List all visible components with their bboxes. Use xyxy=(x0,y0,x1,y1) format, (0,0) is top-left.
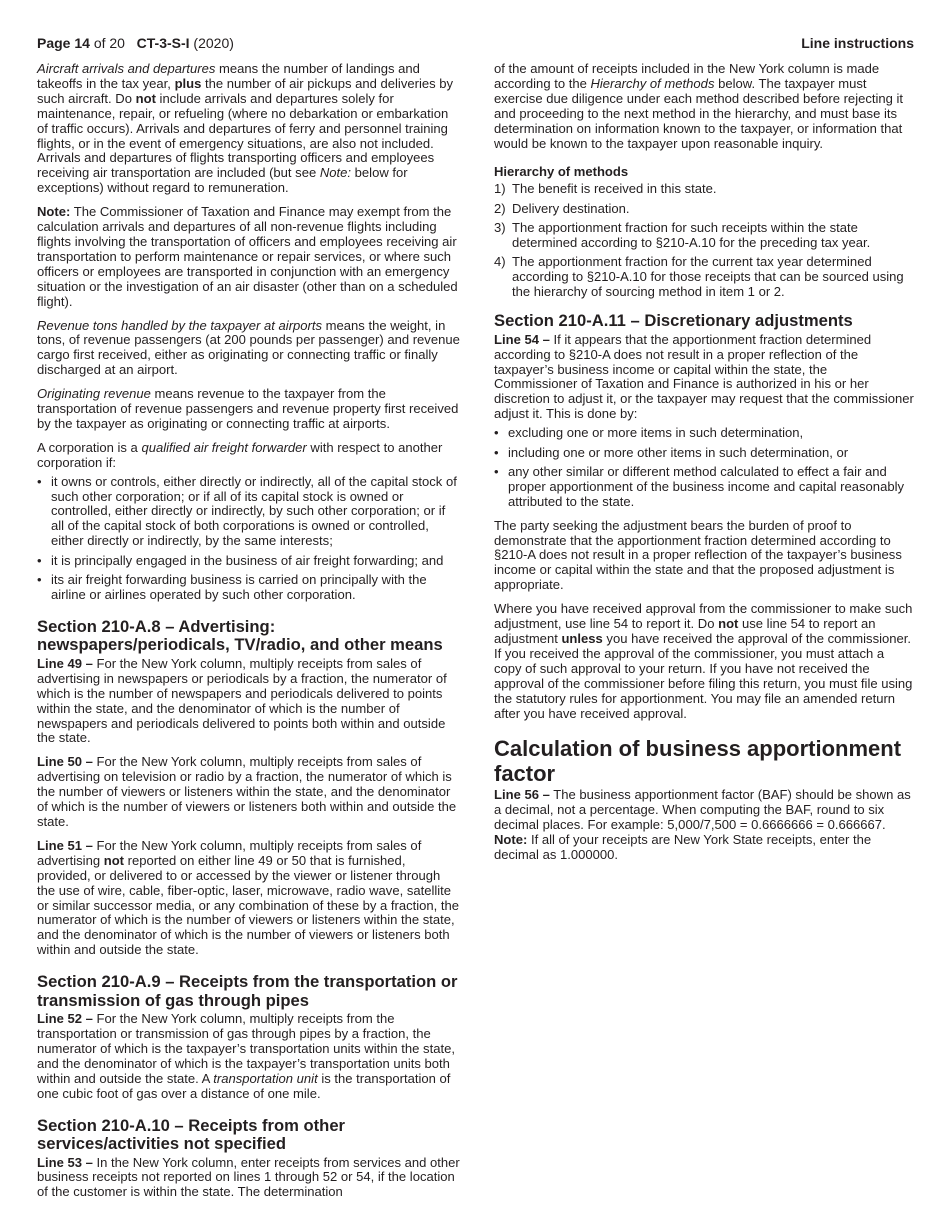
form-code: CT-3-S-I xyxy=(136,35,190,51)
left-column xyxy=(37,62,460,1209)
line-53-paragraph: Line 53 – In the New York column, enter receipts from services and other business receipts not reported on lines 1 through 52 or 54, if the location of the customer is within the state. The determination xyxy=(37,1154,460,1200)
section-210-a9-heading: Section 210-A.9 – Receipts from the transportation or transmission of gas through pipes xyxy=(37,972,458,1010)
line-52-paragraph: Line 52 – For the New York column, multiply receipts from the transportation or transmission of gas through pipes by a fraction, the numerator of which is the taxpayer’s transportation units within the state, and the denominator of which is the taxpayer’s transportation units both within and outside the state. A transportation unit is the transportation of one cubic foot of gas over a distance of one mile. xyxy=(37,1011,455,1101)
page-number xyxy=(37,34,234,52)
section-label: Line instructions xyxy=(801,35,914,51)
list-item: • any other similar or different method calculated to effect a fair and proper apportionment of the business income and capital reasonably attributed to the state. xyxy=(494,465,914,510)
list-item: 1) The benefit is received in this state. xyxy=(494,181,717,197)
list-item: 3) The apportionment fraction for such receipts within the state determined according to §210-A.10 for the preceding tax year. xyxy=(494,220,871,251)
list-item: 2) Delivery destination. xyxy=(494,200,630,216)
note-paragraph: Note: The Commissioner of Taxation and Finance may exempt from the calculation arrivals and departures of all non-revenue flights including flights involving the transportation of officers and employees receiving air transportation to perform maintenance or repair services, or where such officers or employees are transported in conjunction with an emergency situation or the investigation of an air disaster (other than on a scheduled flight). xyxy=(37,204,458,309)
list-item: • including one or more other items in such determination, or xyxy=(494,446,914,461)
line-50-paragraph: Line 50 – For the New York column, multiply receipts from sales of advertising on television or radio by a fraction, the numerator of which is the number of viewers or listeners within the state, and the denominator of which is the number of viewers or listeners both within and outside the state. xyxy=(37,754,457,829)
revenue-tons-paragraph: Revenue tons handled by the taxpayer at airports means the weight, in tons, of revenue passengers (at 200 pounds per passenger) and revenue cargo first received, either as originating or connecting traffic or finally discharged at an airport. xyxy=(37,317,460,378)
right-column xyxy=(494,62,914,863)
line-56-paragraph: Line 56 – The business apportionment factor (BAF) should be shown as a decimal, not a percentage. When computing the BAF, round to six decimal places. For example: 5,000/7,500 = 0.6666666 = 0.666667. Note: If all of your receipts are New York State receipts, enter the decimal as 1.000000. xyxy=(494,787,911,863)
continuation-paragraph: of the amount of receipts included in the New York column is made according to the Hierarchy of methods below. The taxpayer must exercise due diligence under each method described before rejecting it and proceeding to the next method in the hierarchy, and must base its determination on information known to the taxpayer, or information that would be known to the taxpayer upon reasonable inquiry. xyxy=(494,61,904,151)
aircraft-term: Aircraft arrivals and departures xyxy=(37,61,216,76)
approval-paragraph: Where you have received approval from the commissioner to make such adjustment, use line 54 to report it. Do not use line 54 to report an adjustment unless you have received the approval of the commissioner. If you received the approval of the commissioner, you must attach a copy of such approval to your return. If you have not received the approval of the commissioner before filing this return, you must file using the statutory rules for apportionment. You may file an amended return after you have received approval. xyxy=(494,601,913,721)
originating-revenue-paragraph: Originating revenue means revenue to the taxpayer from the transportation of revenue passengers and revenue property first received by the taxpayer as originating or connecting traffic at airports. xyxy=(37,386,459,431)
baf-heading: Calculation of business apportionment factor xyxy=(494,736,902,786)
page-total: of 20 xyxy=(93,35,125,51)
hierarchy-list xyxy=(494,182,914,300)
page-header xyxy=(37,34,914,54)
form-year: (2020) xyxy=(193,35,234,51)
section-210-a10-heading: Section 210-A.10 – Receipts from other services/activities not specified xyxy=(37,1115,346,1154)
section-210-a8-heading: Section 210-A.8 – Advertising: newspapers/periodicals, TV/radio, and other means xyxy=(37,616,443,655)
list-item: • it owns or controls, either directly or indirectly, all of the capital stock of such other corporation; or if all of its capital stock is owned or controlled, either directly or indirectly, by such other corporation; or if all of the capital stock of both corporations is owned or controlled, either directly or indirectly, by the same interests; xyxy=(37,475,460,550)
list-item: • its air freight forwarding business is carried on principally with the airline or airlines operated by such other corporation. xyxy=(37,573,460,603)
aircraft-paragraph: Aircraft arrivals and departures means the number of landings and takeoffs in the tax year, plus the number of air pickups and deliveries by such aircraft. Do not include arrivals and departures solely for maintenance, repair, or refueling (where no debarkation or embarkation of traffic occurs). Arrivals and departures of ferry and personnel training flights, or in the event of emergency situations, are also not included. Arrivals and departures of flights transporting officers and employees receiving air transportation are included (but see Note: below for exceptions) without regard to remuneration. xyxy=(37,61,454,196)
list-item: 4) The apportionment fraction for the current tax year determined according to §210-A.10 for those receipts that can be sourced using the hierarchy of sourcing method in item 1 or 2. xyxy=(494,254,904,300)
list-item: • excluding one or more items in such determination, xyxy=(494,426,914,441)
forwarder-paragraph: A corporation is a qualified air freight forwarder with respect to another corporation if: xyxy=(37,439,443,470)
section-210-a11-heading: Section 210-A.11 – Discretionary adjustments xyxy=(494,311,853,331)
hierarchy-heading: Hierarchy of methods xyxy=(494,164,629,180)
page-label: Page 14 xyxy=(37,35,90,51)
list-item: • it is principally engaged in the business of air freight forwarding; and xyxy=(37,554,460,569)
forwarder-bullet-list xyxy=(37,475,460,603)
line-51-paragraph: Line 51 – For the New York column, multiply receipts from sales of advertising not reported on either line 49 or 50 that is furnished, provided, or delivered to or accessed by the viewer or listener through the use of wire, cable, fiber-optic, laser, microwave, radio wave, satellite or similar successor media, or any combination of these by a fraction, the numerator of which is the number of viewers or listeners within the state, and the denominator of which is the number of viewers or listeners both within and outside the state. xyxy=(37,837,460,958)
line-54-paragraph: Line 54 – If it appears that the apportionment fraction determined according to §210-A does not result in a proper reflection of the taxpayer’s business income or capital within the state, the Commissioner of Taxation and Finance is authorized in his or her discretion to adjust it, or the taxpayer may request that the commissioner adjust it. This is done by: xyxy=(494,331,914,422)
note-label: Note: xyxy=(37,204,71,220)
adjustment-bullet-list xyxy=(494,426,914,510)
burden-paragraph: The party seeking the adjustment bears the burden of proof to demonstrate that the apportionment fraction determined according to §210-A does not result in a proper reflection of the taxpayer’s business income or capital within the state and that the proposed adjustment is appropriate. xyxy=(494,517,902,593)
line-49-paragraph: Line 49 – For the New York column, multiply receipts from sales of advertising in newspapers or periodicals by a fraction, the numerator of which is the number of newspapers and periodicals delivered to points within the state, and the denominator of which is the number of newspapers and periodicals delivered to points both within and outside the state. xyxy=(37,655,447,746)
